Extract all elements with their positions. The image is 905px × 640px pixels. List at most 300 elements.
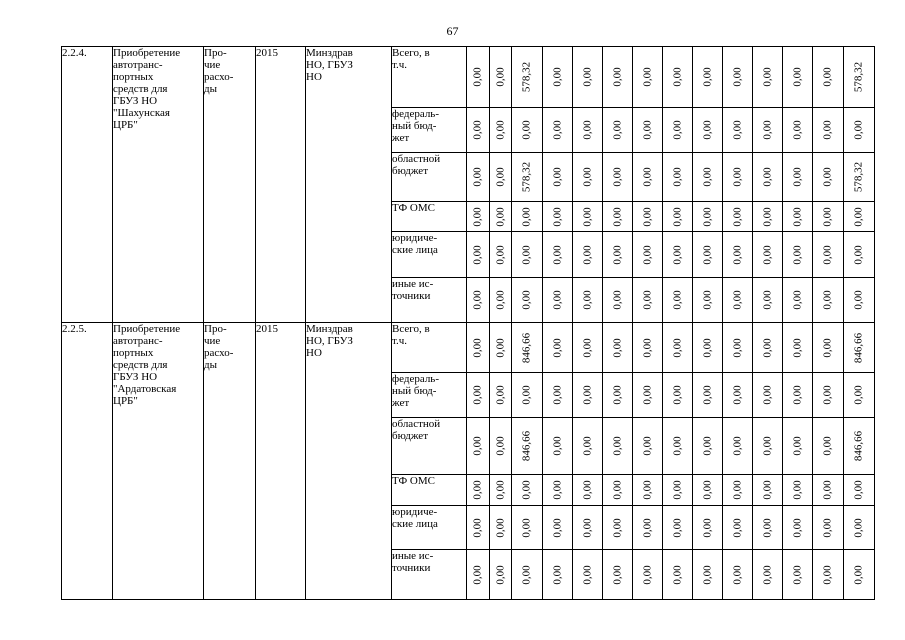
table-row: [62, 323, 875, 373]
amount-value: 0,00: [611, 290, 623, 310]
amount-value: 0,00: [761, 337, 773, 358]
amount-value: 0,00: [791, 436, 803, 456]
amount-cell: [467, 418, 490, 475]
amount-value: 0,00: [701, 206, 713, 227]
amount-cell: [603, 323, 633, 373]
amount-cell: [693, 323, 723, 373]
amount-value: 0,00: [551, 290, 563, 310]
amount-value: 0,00: [611, 337, 623, 358]
amount-value: 0,00: [701, 337, 713, 358]
amount-value: 0,00: [641, 564, 653, 585]
amount-cell: [603, 232, 633, 278]
amount-cell: [723, 475, 753, 506]
funding-source-label: юридиче- ские лица: [392, 506, 467, 550]
budget-table: [61, 46, 875, 600]
amount-value: 0,00: [671, 385, 683, 405]
amount-cell: [693, 506, 723, 550]
amount-cell: [573, 373, 603, 418]
amount-value: 846,66: [520, 332, 533, 363]
amount-cell: [512, 202, 543, 232]
project-executor: Минздрав НО, ГБУЗ НО: [306, 47, 392, 323]
amount-value: 0,00: [471, 564, 484, 585]
amount-value: 0,00: [611, 120, 623, 140]
amount-value: 0,00: [494, 120, 506, 140]
amount-cell: [783, 373, 813, 418]
amount-value: 0,00: [821, 244, 834, 265]
amount-value: 0,00: [471, 517, 484, 538]
amount-value: 0,00: [791, 564, 803, 585]
amount-value: 0,00: [791, 167, 803, 187]
amount-cell: [813, 550, 844, 600]
amount-cell: [573, 202, 603, 232]
amount-cell: [693, 418, 723, 475]
amount-cell: [512, 278, 543, 323]
project-year: 2015: [256, 323, 306, 600]
amount-cell: [783, 550, 813, 600]
amount-cell: [633, 475, 663, 506]
amount-value: 578,32: [520, 161, 533, 193]
table-row: [62, 47, 875, 108]
amount-cell: [633, 232, 663, 278]
amount-value: 0,00: [731, 517, 743, 538]
amount-value: 0,00: [641, 67, 653, 87]
amount-cell: [490, 153, 512, 202]
amount-value: 0,00: [611, 167, 623, 187]
amount-value: 0,00: [494, 385, 506, 405]
amount-value: 0,00: [731, 564, 743, 585]
amount-cell: [663, 278, 693, 323]
amount-cell: [753, 475, 783, 506]
amount-value: 0,00: [821, 564, 834, 585]
amount-cell: [603, 550, 633, 600]
funding-source-label: юридиче- ские лица: [392, 232, 467, 278]
amount-cell: [467, 108, 490, 153]
amount-cell: [603, 373, 633, 418]
amount-value: 0,00: [761, 67, 773, 87]
amount-cell: [512, 323, 543, 373]
amount-value: 0,00: [520, 517, 533, 538]
funding-source-label: ТФ ОМС: [392, 475, 467, 506]
amount-value: 0,00: [821, 385, 834, 405]
funding-source-label: областной бюджет: [392, 418, 467, 475]
amount-cell: [543, 373, 573, 418]
amount-cell: [783, 418, 813, 475]
amount-value: 0,00: [821, 120, 834, 140]
amount-cell: [490, 475, 512, 506]
amount-value: 0,00: [701, 480, 713, 500]
amount-value: 0,00: [611, 206, 623, 227]
amount-value: 0,00: [821, 167, 834, 187]
amount-value: 0,00: [761, 244, 773, 265]
amount-cell: [813, 323, 844, 373]
amount-value: 0,00: [611, 480, 623, 500]
amount-value: 0,00: [791, 337, 803, 358]
amount-cell: [663, 475, 693, 506]
amount-value: 0,00: [701, 167, 713, 187]
amount-cell: [573, 550, 603, 600]
amount-cell: [512, 550, 543, 600]
amount-cell: [467, 47, 490, 108]
amount-value: 0,00: [671, 167, 683, 187]
amount-value: 0,00: [641, 436, 653, 456]
amount-cell: [467, 232, 490, 278]
amount-value: 846,66: [520, 430, 533, 462]
amount-value: 0,00: [611, 385, 623, 405]
amount-value: 0,00: [581, 290, 593, 310]
amount-cell: [844, 278, 875, 323]
amount-value: 0,00: [641, 120, 653, 140]
amount-cell: [573, 232, 603, 278]
funding-source-label: областной бюджет: [392, 153, 467, 202]
amount-cell: [783, 47, 813, 108]
amount-cell: [723, 278, 753, 323]
amount-value: 0,00: [761, 564, 773, 585]
amount-cell: [783, 506, 813, 550]
project-name: Приобретение автотранс- портных средств для ГБУЗ НО "Шахунская ЦРБ": [113, 47, 204, 323]
amount-value: 0,00: [731, 167, 743, 187]
amount-value: 0,00: [761, 480, 773, 500]
amount-value: 0,00: [471, 167, 484, 187]
amount-cell: [783, 108, 813, 153]
amount-cell: [753, 373, 783, 418]
amount-value: 0,00: [761, 167, 773, 187]
amount-value: 0,00: [611, 244, 623, 265]
amount-cell: [603, 108, 633, 153]
amount-cell: [844, 475, 875, 506]
amount-value: 0,00: [671, 120, 683, 140]
amount-value: 0,00: [791, 385, 803, 405]
amount-value: 0,00: [701, 564, 713, 585]
amount-cell: [813, 418, 844, 475]
amount-cell: [723, 153, 753, 202]
amount-value: 0,00: [731, 67, 743, 87]
amount-value: 578,32: [852, 161, 865, 193]
amount-cell: [844, 108, 875, 153]
amount-value: 0,00: [821, 206, 834, 227]
amount-cell: [663, 506, 693, 550]
amount-cell: [813, 232, 844, 278]
amount-cell: [573, 475, 603, 506]
amount-value: 0,00: [671, 244, 683, 265]
amount-value: 0,00: [731, 244, 743, 265]
amount-cell: [467, 550, 490, 600]
amount-cell: [723, 323, 753, 373]
amount-value: 0,00: [611, 564, 623, 585]
amount-value: 0,00: [821, 517, 834, 538]
amount-value: 0,00: [471, 120, 484, 140]
amount-cell: [512, 232, 543, 278]
amount-value: 0,00: [821, 337, 834, 358]
amount-value: 0,00: [671, 436, 683, 456]
amount-value: 0,00: [731, 436, 743, 456]
amount-value: 0,00: [791, 120, 803, 140]
amount-cell: [490, 278, 512, 323]
amount-cell: [663, 202, 693, 232]
amount-cell: [693, 47, 723, 108]
amount-cell: [753, 323, 783, 373]
amount-cell: [783, 278, 813, 323]
amount-value: 0,00: [581, 385, 593, 405]
amount-value: 0,00: [520, 206, 533, 227]
amount-value: 0,00: [471, 244, 484, 265]
amount-value: 0,00: [731, 206, 743, 227]
amount-cell: [633, 153, 663, 202]
amount-value: 578,32: [852, 61, 865, 93]
amount-value: 0,00: [494, 206, 506, 227]
amount-cell: [467, 373, 490, 418]
amount-cell: [603, 202, 633, 232]
amount-value: 0,00: [852, 385, 865, 405]
amount-value: 0,00: [761, 385, 773, 405]
amount-cell: [603, 506, 633, 550]
amount-value: 0,00: [471, 436, 484, 456]
amount-value: 578,32: [520, 61, 533, 93]
amount-cell: [813, 47, 844, 108]
amount-cell: [633, 108, 663, 153]
amount-cell: [693, 475, 723, 506]
amount-value: 0,00: [494, 436, 506, 456]
amount-value: 0,00: [761, 120, 773, 140]
amount-value: 0,00: [494, 337, 506, 358]
funding-source-label: Всего, в т.ч.: [392, 323, 467, 373]
amount-value: 0,00: [520, 244, 533, 265]
amount-value: 0,00: [701, 290, 713, 310]
amount-value: 0,00: [471, 480, 484, 500]
amount-value: 0,00: [731, 480, 743, 500]
amount-cell: [467, 323, 490, 373]
amount-cell: [753, 418, 783, 475]
amount-value: 0,00: [581, 120, 593, 140]
amount-value: 0,00: [581, 337, 593, 358]
amount-cell: [783, 323, 813, 373]
amount-cell: [543, 47, 573, 108]
amount-cell: [633, 202, 663, 232]
amount-value: 0,00: [791, 244, 803, 265]
amount-cell: [753, 108, 783, 153]
amount-cell: [490, 506, 512, 550]
amount-cell: [467, 278, 490, 323]
amount-cell: [723, 506, 753, 550]
amount-cell: [723, 232, 753, 278]
amount-value: 0,00: [731, 337, 743, 358]
amount-cell: [844, 47, 875, 108]
amount-cell: [603, 278, 633, 323]
amount-cell: [543, 202, 573, 232]
amount-cell: [663, 373, 693, 418]
project-year: 2015: [256, 47, 306, 323]
amount-cell: [467, 153, 490, 202]
amount-cell: [543, 418, 573, 475]
funding-source-label: федераль- ный бюд- жет: [392, 373, 467, 418]
amount-cell: [633, 47, 663, 108]
amount-value: 0,00: [701, 120, 713, 140]
expense-type: Про- чие расхо- ды: [204, 323, 256, 600]
amount-value: 0,00: [520, 290, 533, 310]
amount-value: 0,00: [494, 290, 506, 310]
amount-cell: [603, 418, 633, 475]
amount-value: 0,00: [494, 167, 506, 187]
amount-cell: [633, 550, 663, 600]
amount-cell: [603, 475, 633, 506]
amount-value: 0,00: [641, 517, 653, 538]
amount-value: 0,00: [520, 385, 533, 405]
amount-cell: [633, 278, 663, 323]
amount-value: 0,00: [641, 206, 653, 227]
amount-cell: [467, 475, 490, 506]
amount-value: 0,00: [671, 480, 683, 500]
amount-value: 0,00: [551, 167, 563, 187]
amount-cell: [813, 278, 844, 323]
amount-cell: [573, 323, 603, 373]
amount-cell: [693, 108, 723, 153]
amount-cell: [663, 550, 693, 600]
amount-cell: [723, 108, 753, 153]
amount-value: 0,00: [731, 385, 743, 405]
amount-cell: [783, 475, 813, 506]
funding-source-label: федераль- ный бюд- жет: [392, 108, 467, 153]
funding-source-label: иные ис- точники: [392, 278, 467, 323]
amount-value: 846,66: [852, 430, 865, 462]
amount-value: 0,00: [494, 480, 506, 500]
amount-cell: [663, 323, 693, 373]
amount-value: 0,00: [641, 244, 653, 265]
amount-cell: [573, 506, 603, 550]
project-name: Приобретение автотранс- портных средств для ГБУЗ НО "Ардатовская ЦРБ": [113, 323, 204, 600]
amount-value: 0,00: [671, 290, 683, 310]
amount-value: 0,00: [761, 206, 773, 227]
amount-value: 0,00: [551, 67, 563, 87]
amount-value: 0,00: [821, 436, 834, 456]
amount-value: 0,00: [821, 480, 834, 500]
amount-cell: [490, 550, 512, 600]
amount-value: 0,00: [494, 564, 506, 585]
amount-cell: [783, 153, 813, 202]
amount-cell: [490, 418, 512, 475]
amount-cell: [813, 202, 844, 232]
amount-value: 0,00: [701, 385, 713, 405]
amount-cell: [813, 475, 844, 506]
amount-value: 0,00: [671, 517, 683, 538]
amount-value: 0,00: [520, 480, 533, 500]
amount-value: 0,00: [471, 385, 484, 405]
amount-cell: [573, 278, 603, 323]
amount-cell: [753, 47, 783, 108]
amount-cell: [693, 550, 723, 600]
amount-value: 0,00: [731, 290, 743, 310]
amount-value: 0,00: [520, 564, 533, 585]
amount-value: 0,00: [761, 517, 773, 538]
amount-cell: [573, 418, 603, 475]
amount-cell: [490, 202, 512, 232]
amount-value: 0,00: [581, 517, 593, 538]
amount-value: 0,00: [701, 244, 713, 265]
amount-value: 0,00: [852, 120, 865, 140]
amount-value: 0,00: [581, 67, 593, 87]
amount-cell: [543, 232, 573, 278]
amount-cell: [573, 108, 603, 153]
amount-value: 0,00: [641, 480, 653, 500]
amount-value: 0,00: [581, 436, 593, 456]
amount-cell: [844, 153, 875, 202]
amount-value: 0,00: [791, 206, 803, 227]
amount-cell: [844, 232, 875, 278]
amount-cell: [603, 153, 633, 202]
amount-cell: [844, 418, 875, 475]
amount-cell: [663, 153, 693, 202]
amount-cell: [753, 202, 783, 232]
expense-type: Про- чие расхо- ды: [204, 47, 256, 323]
project-id: 2.2.4.: [62, 47, 113, 323]
amount-value: 0,00: [701, 67, 713, 87]
amount-value: 0,00: [641, 167, 653, 187]
amount-cell: [723, 202, 753, 232]
amount-value: 0,00: [641, 290, 653, 310]
amount-cell: [543, 108, 573, 153]
amount-value: 0,00: [611, 67, 623, 87]
amount-value: 0,00: [852, 480, 865, 500]
amount-value: 0,00: [852, 564, 865, 585]
amount-cell: [844, 323, 875, 373]
amount-value: 0,00: [551, 517, 563, 538]
amount-cell: [844, 202, 875, 232]
amount-value: 0,00: [494, 67, 506, 87]
amount-cell: [693, 278, 723, 323]
amount-value: 0,00: [581, 480, 593, 500]
amount-cell: [813, 108, 844, 153]
amount-value: 0,00: [731, 120, 743, 140]
amount-cell: [633, 418, 663, 475]
amount-value: 0,00: [671, 67, 683, 87]
amount-cell: [723, 550, 753, 600]
funding-source-label: Всего, в т.ч.: [392, 47, 467, 108]
amount-value: 0,00: [641, 385, 653, 405]
amount-value: 0,00: [671, 564, 683, 585]
amount-cell: [603, 47, 633, 108]
amount-cell: [543, 153, 573, 202]
amount-value: 0,00: [821, 290, 834, 310]
amount-cell: [633, 323, 663, 373]
amount-value: 0,00: [581, 167, 593, 187]
amount-value: 0,00: [551, 385, 563, 405]
amount-value: 0,00: [551, 120, 563, 140]
amount-cell: [663, 232, 693, 278]
amount-value: 0,00: [611, 517, 623, 538]
amount-cell: [753, 550, 783, 600]
amount-value: 0,00: [471, 206, 484, 227]
amount-value: 0,00: [471, 290, 484, 310]
amount-cell: [753, 232, 783, 278]
amount-value: 0,00: [791, 67, 803, 87]
amount-cell: [512, 108, 543, 153]
amount-cell: [573, 47, 603, 108]
amount-cell: [490, 373, 512, 418]
amount-value: 0,00: [671, 206, 683, 227]
amount-cell: [844, 550, 875, 600]
funding-source-label: иные ис- точники: [392, 550, 467, 600]
amount-cell: [490, 108, 512, 153]
amount-value: 0,00: [761, 436, 773, 456]
amount-value: 0,00: [581, 244, 593, 265]
amount-value: 0,00: [471, 67, 484, 87]
amount-value: 0,00: [551, 244, 563, 265]
amount-value: 0,00: [494, 244, 506, 265]
amount-cell: [543, 550, 573, 600]
amount-cell: [723, 47, 753, 108]
amount-cell: [663, 47, 693, 108]
amount-value: 0,00: [551, 206, 563, 227]
amount-value: 0,00: [791, 290, 803, 310]
amount-cell: [512, 153, 543, 202]
